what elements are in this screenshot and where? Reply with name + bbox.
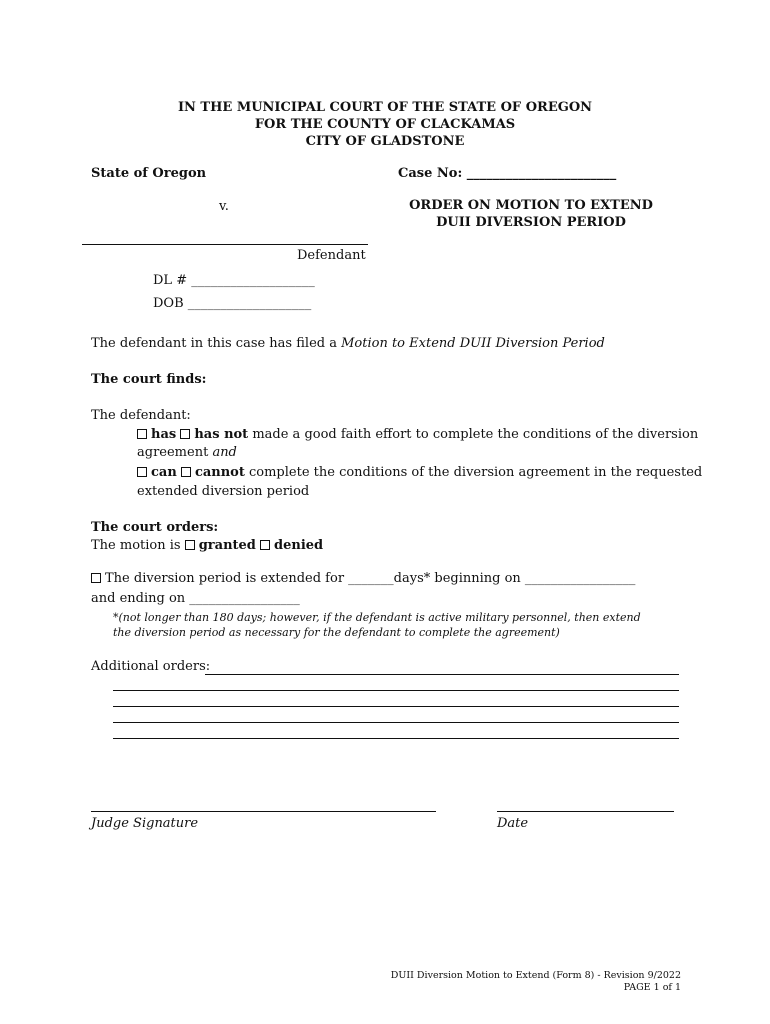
- judge-signature-line[interactable]: [91, 811, 436, 812]
- has-option-label: has: [151, 427, 177, 442]
- plaintiff-name: State of Oregon: [91, 166, 207, 181]
- additional-orders-line-3[interactable]: [113, 706, 679, 707]
- can-complete-finding: [137, 465, 702, 480]
- cannot-checkbox[interactable]: [181, 467, 191, 477]
- good-faith-finding: [137, 427, 698, 442]
- has-checkbox[interactable]: [137, 429, 147, 439]
- complete-text: complete the conditions of the diversion agreement in the requested: [244, 465, 703, 480]
- and-text: and: [212, 445, 237, 460]
- defendant-label: Defendant: [297, 248, 366, 263]
- orders-heading: The court orders:: [91, 520, 219, 535]
- additional-orders-line-1[interactable]: [205, 674, 679, 675]
- date-line[interactable]: [497, 811, 674, 812]
- additional-orders-line-4[interactable]: [113, 722, 679, 723]
- date-label: Date: [497, 816, 529, 831]
- page-number: PAGE 1 of 1: [623, 982, 681, 993]
- can-checkbox[interactable]: [137, 467, 147, 477]
- dob-field[interactable]: DOB ___________________: [153, 296, 312, 311]
- extension-line: [91, 571, 635, 586]
- intro-paragraph: [91, 336, 605, 351]
- court-name-line3: CITY OF GLADSTONE: [305, 134, 465, 149]
- duration-note-line2: the diversion period as necessary for the defendant to complete the agreement): [113, 626, 560, 639]
- motion-ruling: [91, 538, 323, 553]
- additional-orders-label: Additional orders:: [91, 659, 211, 674]
- dl-number-field[interactable]: DL # ___________________: [153, 273, 315, 288]
- extension-text[interactable]: The diversion period is extended for _______days* beginning on _________________: [105, 571, 636, 586]
- case-number-field[interactable]: Case No: _______________________: [398, 166, 617, 181]
- denied-checkbox[interactable]: [260, 540, 270, 550]
- form-identifier: DUII Diversion Motion to Extend (Form 8) - Revision 9/2022: [390, 970, 681, 981]
- versus-label: v.: [219, 199, 229, 214]
- additional-orders-line-5[interactable]: [113, 738, 679, 739]
- defendant-findings-label: The defendant:: [91, 408, 191, 423]
- intro-text: The defendant in this case has filed a: [91, 336, 342, 351]
- has-not-option-label: has not: [194, 427, 249, 442]
- document-title-line1: ORDER ON MOTION TO EXTEND: [409, 198, 653, 213]
- court-name-line1: IN THE MUNICIPAL COURT OF THE STATE OF OREGON: [177, 100, 593, 115]
- has-not-checkbox[interactable]: [180, 429, 190, 439]
- additional-orders-line-2[interactable]: [113, 690, 679, 691]
- good-faith-text: made a good faith effort to complete the conditions of the diversion: [248, 427, 699, 442]
- granted-checkbox[interactable]: [185, 540, 195, 550]
- motion-is-text: The motion is: [91, 538, 185, 553]
- cannot-option-label: cannot: [194, 465, 245, 480]
- agreement-line: [137, 445, 237, 460]
- extended-period-text: extended diversion period: [137, 484, 310, 499]
- duration-note-line1: *(not longer than 180 days; however, if the defendant is active military personnel, then extend: [113, 611, 641, 624]
- court-name-line2: FOR THE COUNTY OF CLACKAMAS: [254, 117, 516, 132]
- denied-option-label: denied: [274, 538, 324, 553]
- defendant-name-line[interactable]: [82, 244, 368, 245]
- findings-heading: The court finds:: [91, 372, 207, 387]
- document-title-line2: DUII DIVERSION PERIOD: [436, 215, 626, 230]
- ending-date-field[interactable]: and ending on _________________: [91, 591, 300, 606]
- judge-signature-label: Judge Signature: [91, 816, 199, 831]
- can-option-label: can: [151, 465, 177, 480]
- granted-option-label: granted: [198, 538, 256, 553]
- motion-title: Motion to Extend DUII Diversion Period: [341, 336, 605, 351]
- extend-checkbox[interactable]: [91, 573, 101, 583]
- agreement-text: agreement: [137, 445, 213, 460]
